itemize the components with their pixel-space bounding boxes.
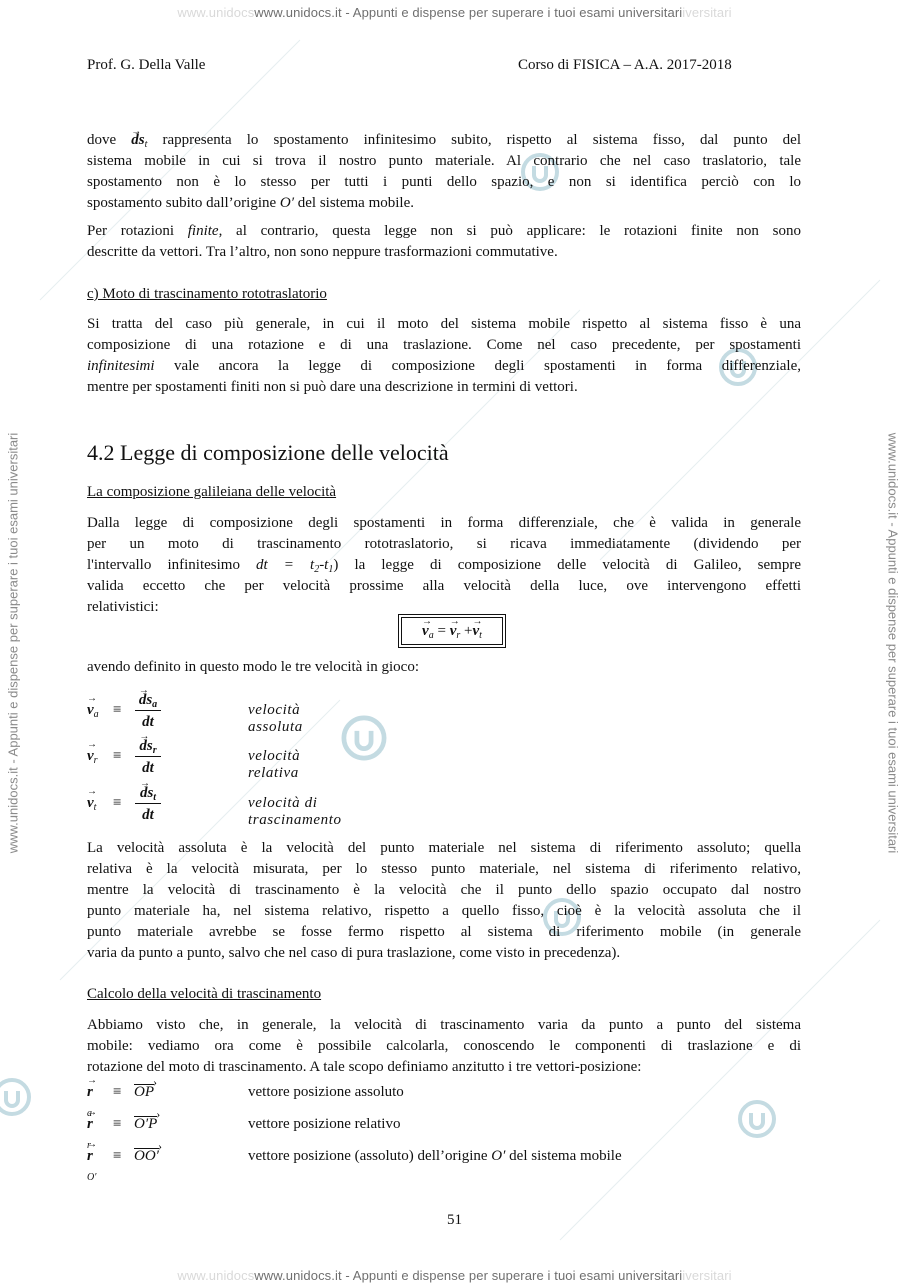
subheading-galilean-composition: La composizione galileiana delle velocità	[87, 484, 337, 500]
unidocs-logo-icon	[338, 712, 390, 764]
text-line: rotazione del moto di trascinamento. A tale scopo definiamo anzitutto i tre vettori-posizione:	[87, 1059, 642, 1075]
text-line: avendo definito in questo modo le tre velocità in gioco:	[87, 659, 419, 675]
text-line: spostamento non è lo stesso per tutti i punti dello spazio, e non si identifica perciò con lo	[87, 174, 801, 190]
text-line: infinitesimi vale ancora la legge di composizione degli spostamenti in forma differenziale,	[87, 358, 801, 374]
paragraph-finite-rotations	[87, 221, 801, 263]
text-line: mentre per spostamenti finiti non si può dare una descrizione in termini di vettori.	[87, 379, 578, 395]
text-line: composizione di una rotazione e di una traslazione. Come nel caso precedente, per spostamenti	[87, 337, 801, 353]
text-line: sistema mobile in cui si trova il nostro punto materiale. Al contrario che nel caso traslatorio, tale	[87, 153, 801, 169]
position-description: vettore posizione (assoluto) dell’origine O′ del sistema mobile	[248, 1148, 622, 1164]
watermark-bottom-text: www.unidocs.it - Appunti e dispense per superare i tuoi esami universitari	[254, 1268, 683, 1283]
subheading-rototraslatorio: c) Moto di trascinamento rototraslatorio	[87, 286, 327, 302]
text-line: per un moto di trascinamento rototraslatorio, si ricava immediatamente (dividendo per	[87, 536, 801, 552]
text-line: dove → $ds_t$ rappresenta lo spostamento infinitesimo subito, rispetto al sistema fisso, dal punto del	[87, 130, 801, 151]
text-line: punto materiale ha, nel sistema relativo, rispetto a quello fisso, cioè è la velocità assoluta che il	[87, 903, 801, 919]
text-line: varia da punto a punto, salvo che nel caso di pura traslazione, come visto in precedenza).	[87, 945, 621, 961]
text-line: l'intervallo infinitesimo dt = $t_2-t_1$) la legge di composizione delle velocità di Galileo, sempre	[87, 557, 801, 575]
text-line: mobile: vediamo ora come è possibile calcolarla, conoscendo le componenti di traslazione e di	[87, 1038, 801, 1054]
text-line: Per rotazioni finite, al contrario, questa legge non si può applicare: le rotazioni finite non sono	[87, 223, 801, 239]
text-line: Si tratta del caso più generale, in cui il moto del sistema mobile rispetto al sistema fisso è una	[87, 316, 801, 332]
text-line: valida eccetto che per velocità prossime alla velocità della luce, ove intervengono effetti	[87, 578, 801, 594]
paragraph-definitions-intro	[87, 657, 801, 678]
text-line: spostamento subito dall’origine O′ del sistema mobile.	[87, 195, 414, 211]
velocity-label: velocità assoluta	[248, 702, 303, 735]
text-line: Abbiamo visto che, in generale, la velocità di trascinamento varia da punto a punto del sistema	[87, 1017, 801, 1033]
text-line: mentre la velocità di trascinamento è la velocità che il punto dello spazio occupato dal nostro	[87, 882, 801, 898]
text-line: relativa è la velocità misurata, per lo stesso punto materiale, nel sistema di riferimento relativo,	[87, 861, 801, 877]
paragraph-calc-intro	[87, 1015, 801, 1078]
unidocs-logo-icon	[735, 1097, 779, 1141]
velocity-label: velocità di trascinamento	[248, 795, 342, 828]
position-description: vettore posizione assoluto	[248, 1084, 404, 1100]
paragraph-general-case	[87, 314, 801, 398]
watermark-right-text: www.unidocs.it - Appunti e dispense per superare i tuoi esami universitari	[885, 432, 901, 854]
header-author: Prof. G. Della Valle	[87, 57, 206, 73]
watermark-ghost-right-bottom: iversitari	[682, 1268, 732, 1283]
watermark-ghost-left: www.unidocs	[177, 5, 255, 20]
text-line: La velocità assoluta è la velocità del punto materiale nel sistema di riferimento assoluto; quella	[87, 840, 801, 856]
text-line: descritte da vettori. Tra l’altro, non sono neppure trasformazioni commutative.	[87, 244, 558, 260]
position-description: vettore posizione relativo	[248, 1116, 401, 1132]
text-line: relativistici:	[87, 599, 159, 615]
paragraph-galileo-law	[87, 513, 801, 618]
text-line: Dalla legge di composizione degli spostamenti in forma differenziale, che è valida in generale	[87, 515, 801, 531]
header-course: Corso di FISICA – A.A. 2017-2018	[518, 57, 732, 73]
unidocs-logo-icon	[0, 1075, 34, 1119]
watermark-ghost-right: iversitari	[682, 5, 732, 20]
section-title: 4.2 Legge di composizione delle velocità	[87, 440, 449, 465]
ds-symbol: → ds	[131, 130, 144, 151]
paragraph-rotation-displacement	[87, 130, 801, 214]
watermark-ghost-left-bottom: www.unidocs	[177, 1268, 255, 1283]
page-number: 51	[447, 1212, 462, 1228]
watermark-top-text: www.unidocs.it - Appunti e dispense per superare i tuoi esami universitari	[254, 5, 683, 20]
watermark-left-text: www.unidocs.it - Appunti e dispense per superare i tuoi esami universitari	[5, 432, 21, 854]
velocity-composition-equation: → $v_a$ = → $v_r +\to v_t$	[401, 617, 503, 645]
subheading-drag-velocity-calc: Calcolo della velocità di trascinamento	[87, 986, 322, 1002]
velocity-label: velocità relativa	[248, 748, 301, 781]
paragraph-velocity-explanation	[87, 838, 801, 964]
text-line: punto materiale avrebbe se fosse fermo rispetto al sistema di riferimento mobile (in generale	[87, 924, 801, 940]
